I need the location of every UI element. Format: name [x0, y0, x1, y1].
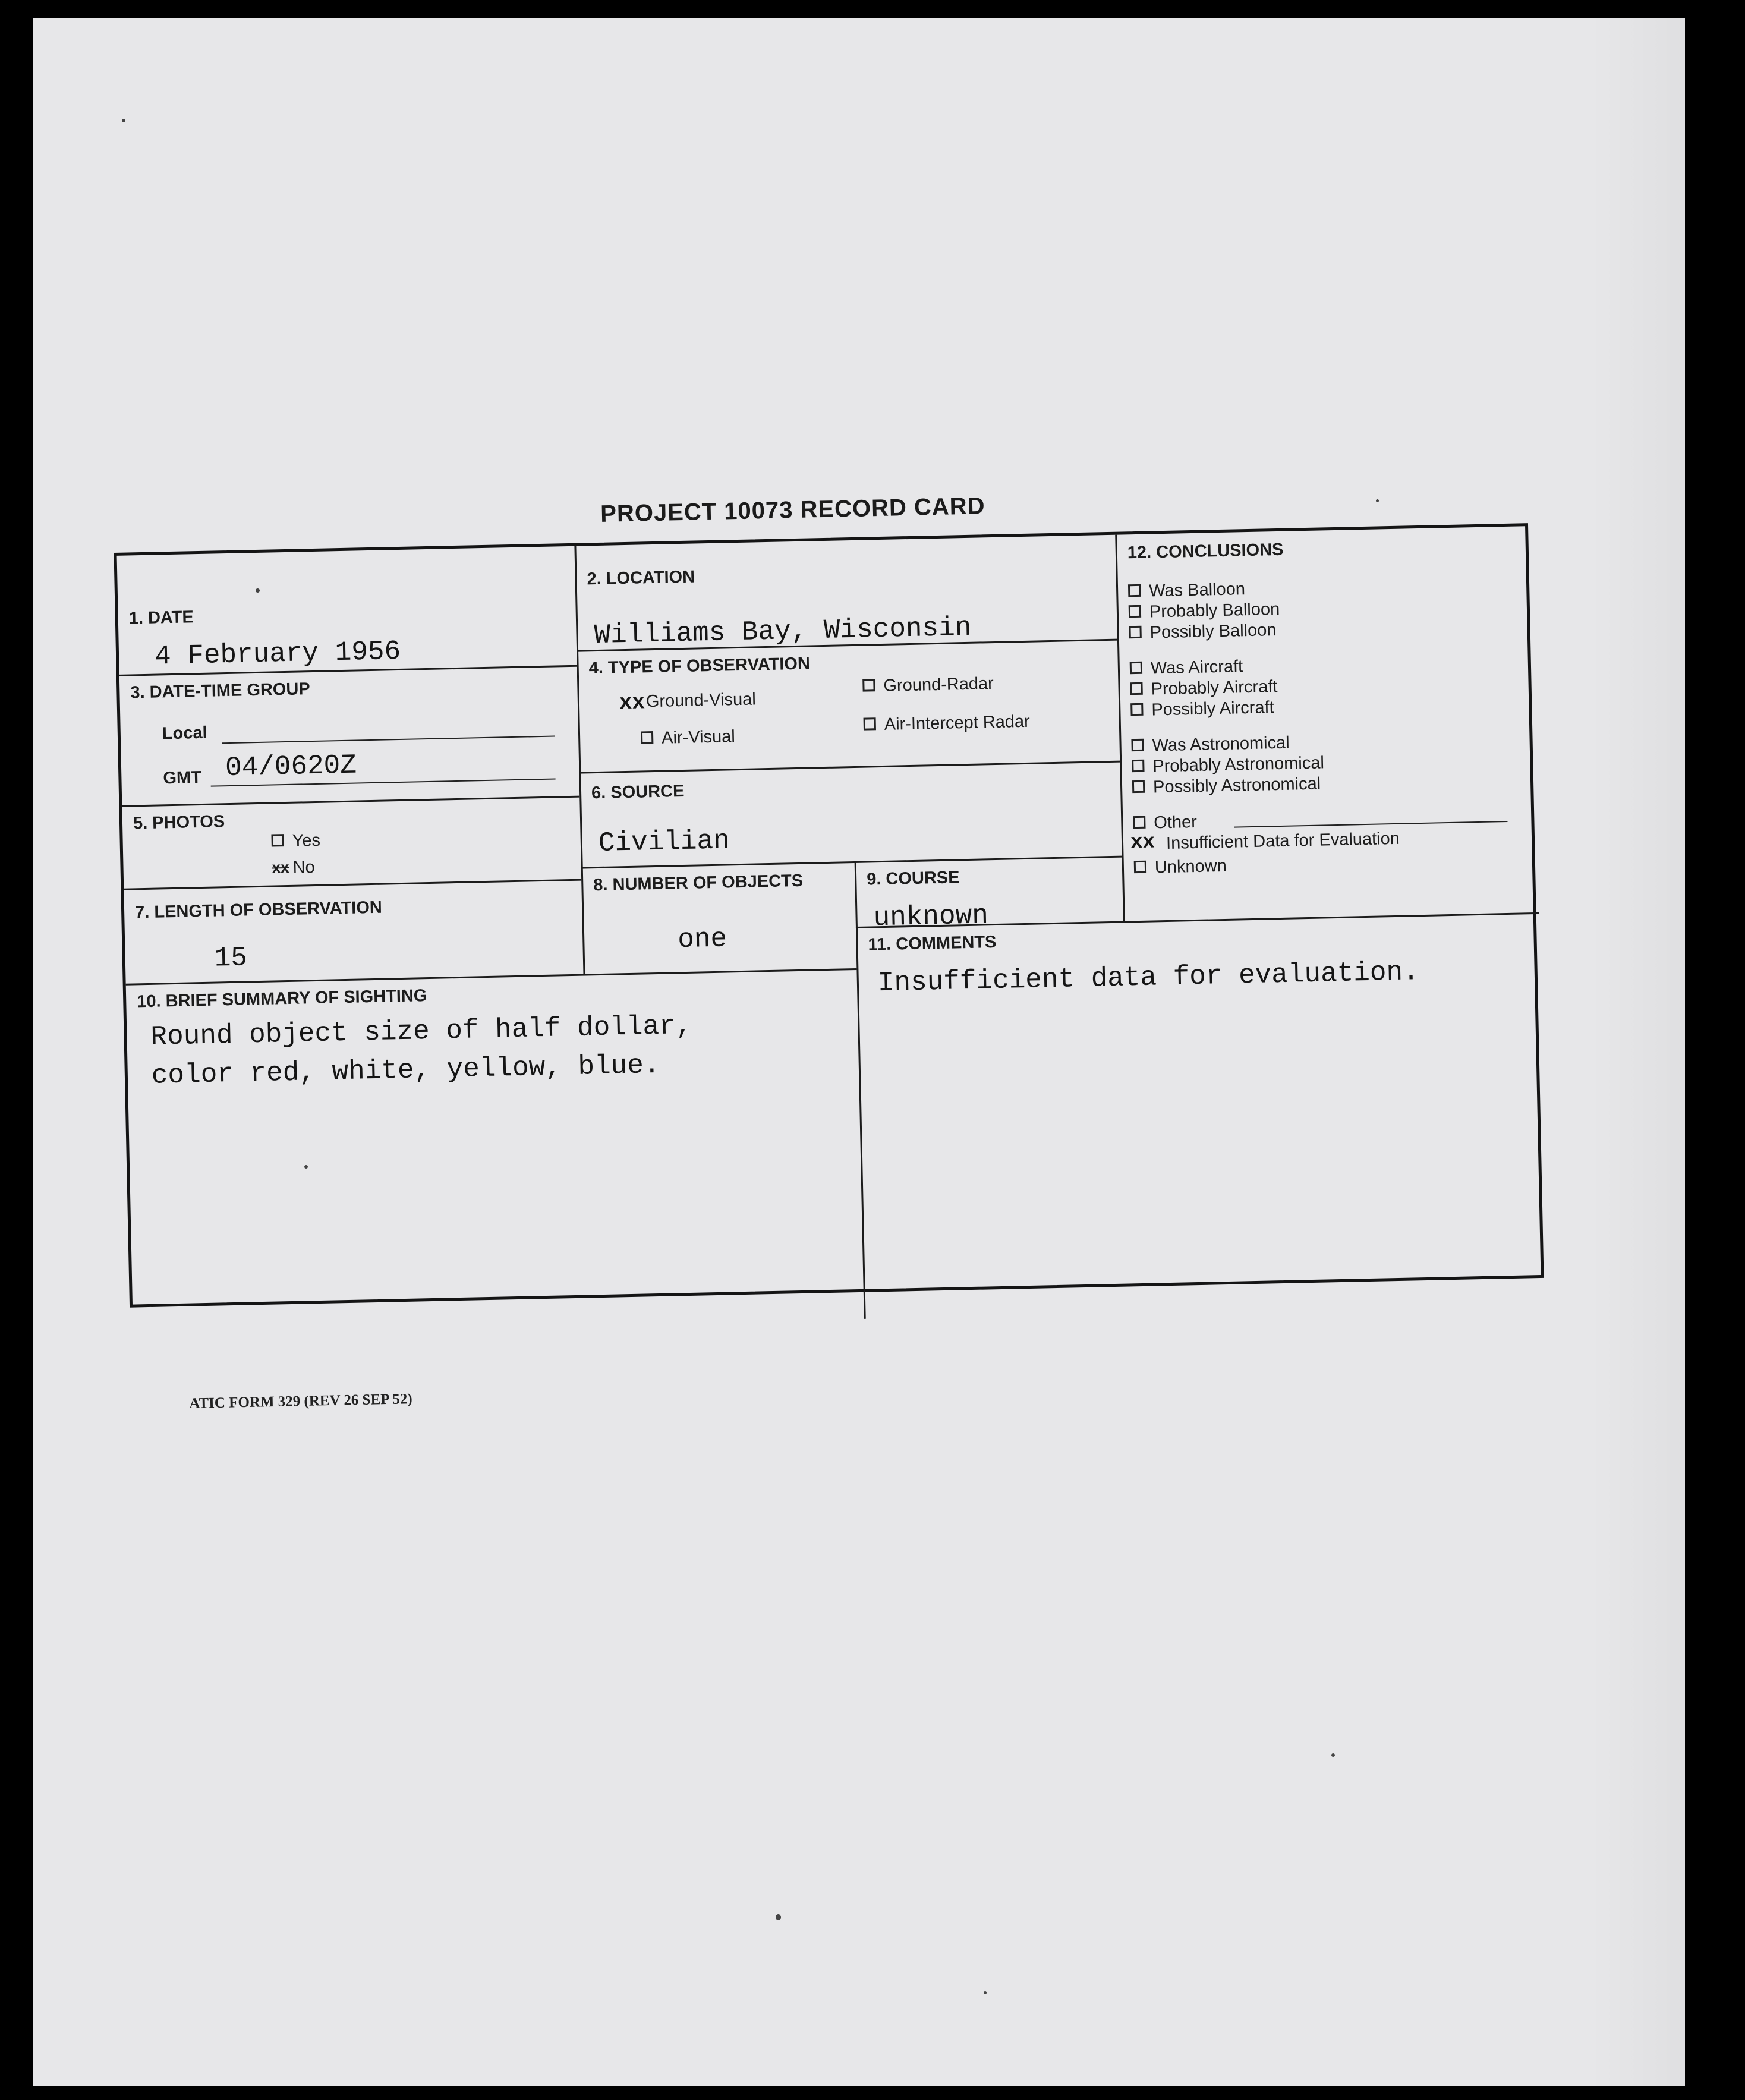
- conclusion-label: Was Astronomical: [1152, 733, 1290, 755]
- checkbox-icon: [271, 834, 284, 846]
- ground-radar-option: [862, 674, 994, 697]
- conclusion-possibly-aircraft: [1130, 698, 1274, 720]
- date-value: 4 February 1956: [154, 635, 401, 672]
- conclusion-probably-balloon: [1129, 600, 1280, 622]
- divider-objects-course: [855, 861, 866, 1319]
- scan-speck: [776, 1914, 781, 1920]
- conclusion-was-aircraft: [1130, 657, 1243, 679]
- location-label: 2. LOCATION: [587, 567, 695, 589]
- card-title: PROJECT 10073 RECORD CARD: [600, 493, 985, 527]
- conclusion-was-astronomical: [1131, 733, 1290, 757]
- conclusion-label: Was Aircraft: [1150, 657, 1243, 678]
- dtg-label: 3. DATE-TIME GROUP: [130, 679, 311, 703]
- air-visual-label: Air-Visual: [661, 727, 736, 748]
- photos-no-mark: xx: [272, 858, 289, 877]
- comments-value: Insufficient data for evaluation.: [877, 956, 1420, 999]
- checkbox-icon: [641, 731, 653, 744]
- dtg-gmt-value: 04/0620Z: [225, 750, 357, 784]
- course-value: unknown: [873, 900, 989, 934]
- conclusion-label: Probably Astronomical: [1152, 753, 1325, 776]
- conclusion-other: [1133, 813, 1197, 833]
- checkbox-icon: [1129, 605, 1141, 618]
- air-visual-option: [641, 727, 735, 748]
- num-objects-value: one: [677, 923, 727, 956]
- checkbox-icon: [1130, 682, 1142, 695]
- checkbox-icon: [1134, 861, 1146, 873]
- checkbox-icon: [1132, 780, 1145, 793]
- photos-label: 5. PHOTOS: [133, 812, 225, 833]
- divider-photos: [124, 879, 581, 890]
- conclusion-label: Possibly Balloon: [1149, 621, 1277, 643]
- air-intercept-radar-label: Air-Intercept Radar: [884, 711, 1031, 734]
- conclusion-label: Probably Balloon: [1149, 599, 1280, 622]
- conclusion-insufficient-data: Insufficient Data for Evaluation: [1166, 829, 1400, 854]
- card-frame: [114, 523, 1544, 1308]
- conclusion-label: Unknown: [1154, 856, 1227, 877]
- divider-conclusions: [1115, 535, 1125, 921]
- checkbox-icon: [1132, 760, 1144, 772]
- divider-source: [581, 856, 1122, 869]
- conclusion-possibly-balloon: [1129, 621, 1276, 643]
- checkbox-icon: [1130, 662, 1142, 674]
- checkbox-icon: [862, 679, 875, 691]
- conclusion-other-line: [1234, 821, 1508, 828]
- photos-no-label: No: [292, 858, 316, 877]
- ground-visual-option: Ground-Visual: [645, 689, 757, 711]
- ground-radar-label: Ground-Radar: [883, 674, 994, 695]
- divider-type: [579, 761, 1120, 774]
- record-card: [113, 481, 1580, 1355]
- checkbox-icon: [1130, 703, 1143, 716]
- summary-line-2: color red, white, yellow, blue.: [151, 1049, 661, 1091]
- checkbox-icon: [1131, 739, 1144, 751]
- conclusion-was-balloon: [1128, 580, 1245, 602]
- conclusion-label: Probably Aircraft: [1151, 677, 1278, 699]
- conclusion-label: Other: [1154, 812, 1198, 833]
- conclusion-label: Possibly Aircraft: [1151, 698, 1274, 720]
- conclusion-unknown: [1134, 857, 1227, 878]
- scan-speck: [1331, 1753, 1335, 1757]
- num-objects-label: 8. NUMBER OF OBJECTS: [593, 871, 804, 895]
- photos-yes-label: Yes: [292, 830, 321, 851]
- conclusions-label: 12. CONCLUSIONS: [1127, 540, 1284, 563]
- photos-yes-option: [271, 831, 320, 852]
- comments-label: 11. COMMENTS: [868, 933, 997, 955]
- course-label: 9. COURSE: [866, 868, 960, 889]
- source-value: Civilian: [598, 825, 730, 859]
- conclusion-label: Possibly Astronomical: [1152, 774, 1321, 797]
- summary-label: 10. BRIEF SUMMARY OF SIGHTING: [136, 986, 427, 1012]
- length-value: 15: [214, 942, 248, 974]
- scan-speck: [122, 119, 125, 122]
- checkbox-icon: [864, 717, 876, 730]
- date-label: 1. DATE: [128, 607, 194, 628]
- checkbox-icon: [1129, 626, 1141, 638]
- dtg-gmt-label: GMT: [163, 767, 202, 788]
- insufficient-data-mark: xx: [1130, 831, 1155, 855]
- conclusion-label: Was Balloon: [1148, 580, 1246, 601]
- checkbox-icon: [1128, 584, 1141, 597]
- scan-speck: [984, 1991, 987, 1994]
- form-id: ATIC FORM 329 (REV 26 SEP 52): [189, 1391, 412, 1412]
- length-label: 7. LENGTH OF OBSERVATION: [134, 898, 383, 923]
- type-obs-label: 4. TYPE OF OBSERVATION: [588, 654, 811, 678]
- conclusion-possibly-astronomical: [1132, 774, 1321, 798]
- page-edge-shadow: [1590, 18, 1697, 2086]
- summary-line-1: Round object size of half dollar,: [150, 1010, 692, 1053]
- dtg-local-label: Local: [162, 723, 207, 744]
- conclusion-probably-astronomical: [1132, 753, 1324, 777]
- source-label: 6. SOURCE: [591, 781, 685, 803]
- divider-dtg: [122, 796, 579, 807]
- air-intercept-radar-option: [863, 712, 1030, 735]
- conclusion-probably-aircraft: [1130, 677, 1277, 700]
- divider-left-column: [574, 546, 585, 974]
- ground-visual-mark: xx: [619, 690, 645, 716]
- dtg-local-line: [222, 736, 555, 744]
- location-value: Williams Bay, Wisconsin: [594, 612, 972, 651]
- checkbox-icon: [1133, 816, 1145, 829]
